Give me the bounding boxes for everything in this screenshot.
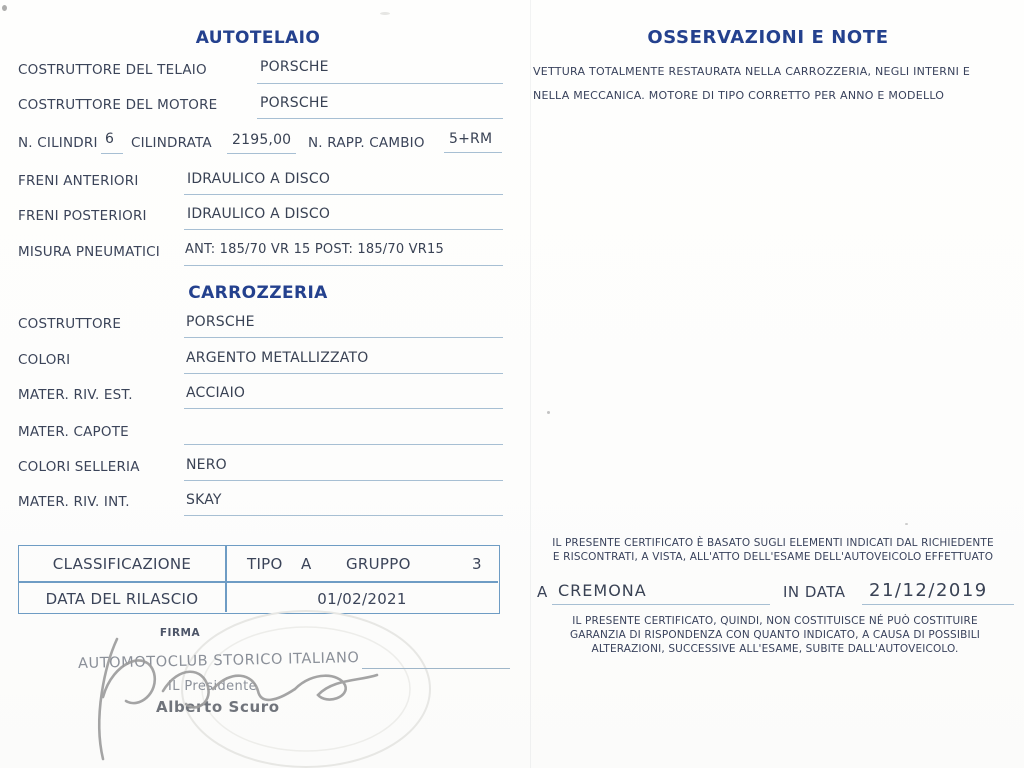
table-cell-gruppo-label: GRUPPO <box>346 555 411 573</box>
field-label-colori-selleria: COLORI SELLERIA <box>18 459 140 475</box>
field-underline <box>184 373 503 374</box>
field-underline <box>444 152 502 153</box>
place-underline <box>552 604 770 605</box>
field-label-freni-posteriori: FRENI POSTERIORI <box>18 208 147 224</box>
field-value-misura-pneumatici: ANT: 185/70 VR 15 POST: 185/70 VR15 <box>185 242 444 257</box>
field-underline <box>184 444 503 445</box>
table-cell-data-rilascio-label: DATA DEL RILASCIO <box>45 590 199 608</box>
field-underline <box>184 265 503 266</box>
handwritten-signature <box>55 635 385 765</box>
section-title-osservazioni: OSSERVAZIONI E NOTE <box>647 27 889 48</box>
field-underline <box>257 83 503 84</box>
field-value-n-cilindri: 6 <box>105 131 115 147</box>
field-value-costruttore-motore: PORSCHE <box>260 95 329 111</box>
stamp-role-text: IL Presidente <box>168 679 258 694</box>
field-label-n-cilindri: N. CILINDRI <box>18 135 98 151</box>
firma-label: FIRMA <box>159 627 201 639</box>
stamp-president-name: Alberto Scuro <box>156 698 280 716</box>
disclaimer-line-1: IL PRESENTE CERTIFICATO, QUINDI, NON COSTITUISCE NÉ PUÒ COSTITUIRE <box>572 615 978 627</box>
field-underline <box>184 480 503 481</box>
field-value-freni-anteriori: IDRAULICO A DISCO <box>187 171 331 187</box>
field-value-colori: ARGENTO METALLIZZATO <box>186 350 369 366</box>
table-cell-tipo-value: A <box>301 555 312 573</box>
field-underline <box>257 118 503 119</box>
field-label-costruttore-motore: COSTRUTTORE DEL MOTORE <box>18 97 218 113</box>
field-label-colori: COLORI <box>18 352 71 368</box>
cert-intro-line-1: IL PRESENTE CERTIFICATO È BASATO SUGLI ELEMENTI INDICATI DAL RICHIEDENTE <box>552 537 994 549</box>
section-title-carrozzeria: CARROZZERIA <box>188 283 328 303</box>
field-label-freni-anteriori: FRENI ANTERIORI <box>18 173 139 189</box>
field-label-misura-pneumatici: MISURA PNEUMATICI <box>18 244 160 260</box>
stamp-org-text: AUTOMOTOCLUB STORICO ITALIANO <box>77 650 360 672</box>
field-underline <box>101 153 123 154</box>
page-fold-crease <box>530 0 531 768</box>
table-row-divider <box>18 581 498 583</box>
disclaimer-line-2: GARANZIA DI RISPONDENZA CON QUANTO INDICATO, A CAUSA DI POSSIBILI <box>570 629 980 641</box>
scan-speck <box>905 523 908 525</box>
section-title-autotelaio: AUTOTELAIO <box>195 28 321 48</box>
place-label: A <box>537 583 548 601</box>
field-label-mater-riv-est: MATER. RIV. EST. <box>18 387 133 403</box>
field-underline <box>184 337 503 338</box>
field-underline <box>227 153 296 154</box>
field-value-mater-riv-est: ACCIAIO <box>186 385 246 401</box>
date-underline <box>862 604 1014 605</box>
field-underline <box>184 408 503 409</box>
table-cell-classificazione: CLASSIFICAZIONE <box>52 555 192 573</box>
field-label-costruttore: COSTRUTTORE <box>18 316 122 332</box>
field-label-mater-riv-int: MATER. RIV. INT. <box>18 494 130 510</box>
field-underline <box>184 229 503 230</box>
field-label-mater-capote: MATER. CAPOTE <box>18 424 129 440</box>
place-value: CREMONA <box>558 581 647 600</box>
field-value-mater-riv-int: SKAY <box>186 492 222 508</box>
field-underline <box>184 515 503 516</box>
table-cell-data-rilascio-value: 01/02/2021 <box>317 590 407 608</box>
disclaimer-line-3: ALTERAZIONI, SUCCESSIVE ALL'ESAME, SUBITE DALL'AUTOVEICOLO. <box>591 643 959 655</box>
field-underline <box>184 194 503 195</box>
field-value-rapp-cambio: 5+RM <box>449 131 493 147</box>
table-cell-gruppo-value: 3 <box>472 555 482 573</box>
note-line-2: NELLA MECCANICA. MOTORE DI TIPO CORRETTO PER ANNO E MODELLO <box>533 89 945 102</box>
note-line-1: VETTURA TOTALMENTE RESTAURATA NELLA CARROZZERIA, NEGLI INTERNI E <box>533 65 971 78</box>
scan-speck <box>547 411 550 414</box>
scan-speck <box>2 5 7 11</box>
table-cell-tipo-label: TIPO <box>247 555 283 573</box>
scan-speck <box>380 12 390 15</box>
cert-intro-line-2: E RISCONTRATI, A VISTA, ALL'ATTO DELL'ESAME DELL'AUTOVEICOLO EFFETTUATO <box>552 551 994 563</box>
date-label: IN DATA <box>783 583 846 601</box>
field-value-colori-selleria: NERO <box>186 457 227 473</box>
field-value-cilindrata: 2195,00 <box>232 132 292 148</box>
field-value-freni-posteriori: IDRAULICO A DISCO <box>187 206 331 222</box>
field-value-costruttore-telaio: PORSCHE <box>260 59 329 75</box>
field-label-rapp-cambio: N. RAPP. CAMBIO <box>308 135 425 151</box>
field-label-costruttore-telaio: COSTRUTTORE DEL TELAIO <box>18 62 207 78</box>
field-label-cilindrata: CILINDRATA <box>131 135 212 151</box>
field-value-costruttore: PORSCHE <box>186 314 255 330</box>
date-value: 21/12/2019 <box>869 580 988 601</box>
